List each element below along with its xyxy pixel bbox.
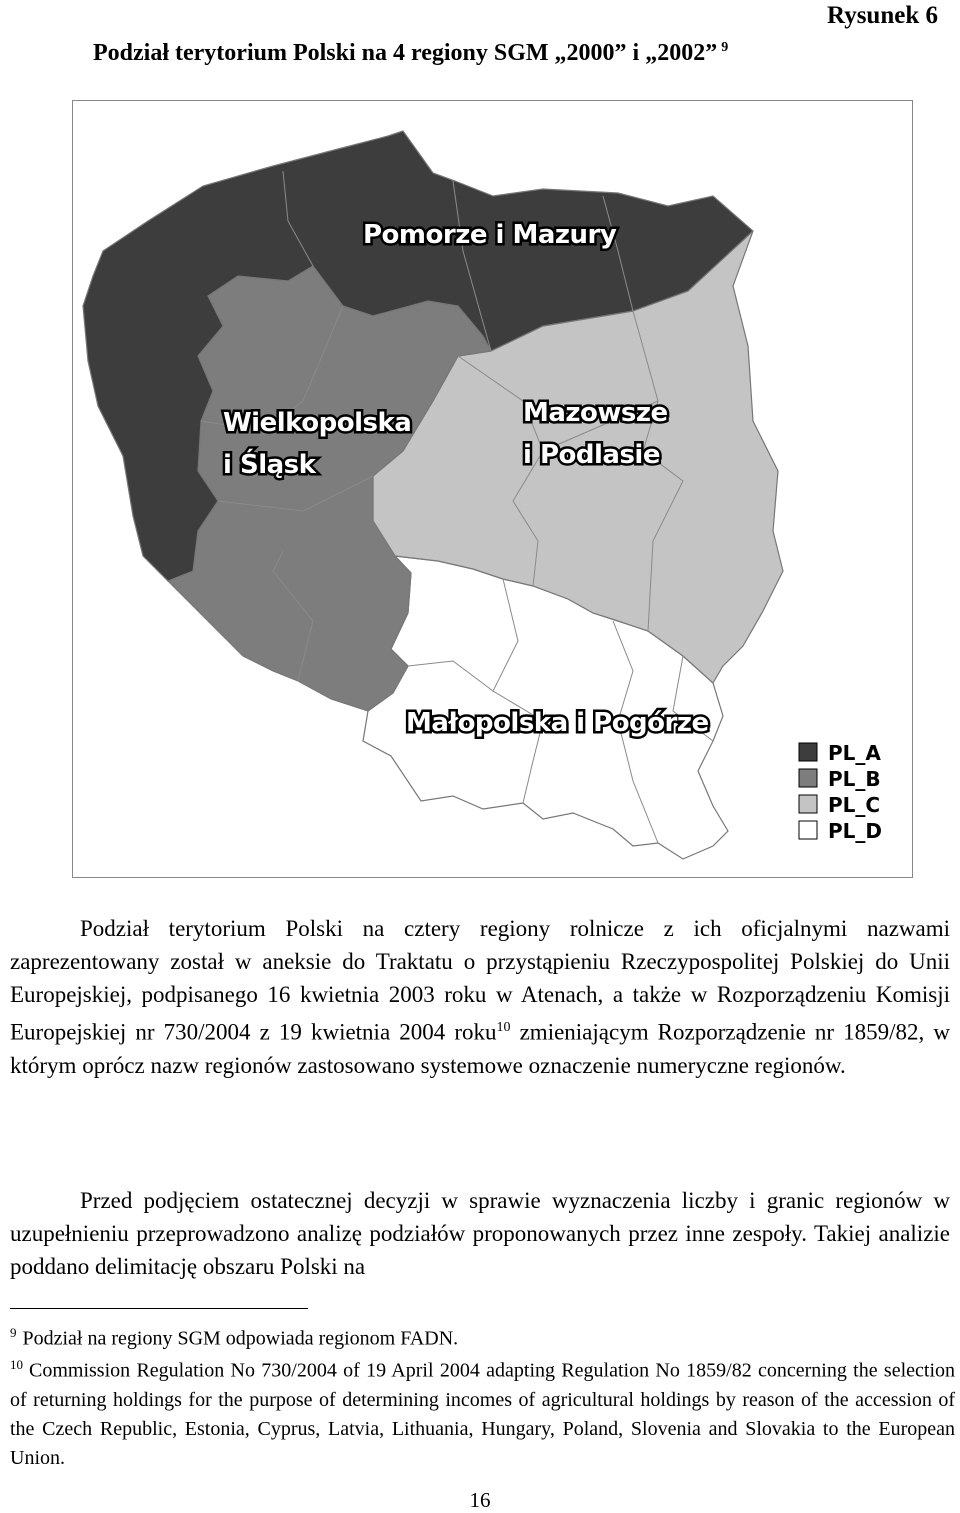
footnote-number: 10 — [10, 1357, 23, 1372]
figure-title: Podział terytorium Polski na 4 regiony SGM „2000” i „2002” $^9$ — [93, 40, 729, 66]
body-paragraph-2: Przed podjęciem ostatecznej decyzji w sprawie wyznaczenia liczby i granic regionów w uzupełnieniu przeprowadzono analizę podziałów proponowanych przez inne zespoły. Takiej analizie poddano delimitację obszaru Polski na — [10, 1188, 950, 1279]
legend-swatch-pl-b — [799, 769, 817, 787]
page-number: 16 — [469, 1488, 491, 1512]
label-malopolska-i-pogorze: Małopolska i Pogórze — [406, 708, 709, 738]
footnote-10 — [10, 1350, 955, 1473]
legend-label-pl-c: PL_C — [828, 793, 881, 817]
footnote-divider — [10, 1308, 308, 1309]
footnote-text: Podział na regiony SGM odpowiada regionom FADN. — [22, 1327, 459, 1350]
body-paragraph-1: Podział terytorium Polski na cztery regiony rolnicze z ich oficjalnymi nazwami zaprezentowany został w aneksie do Traktatu o przystąpieniu Rzeczypospolitej Polskiej do Unii Europejskiej, podpisanego 16 kwietnia 2003 roku w Atenach, a także w Rozporządzeniu Komisji Europejskiej nr 730/2004 z 19 kwietnia 2004 roku$^{10}$ zmieniającym Rozporządzenie nr 1859/82, w którym oprócz nazw regionów zastosowano systemowe oznaczenie numeryczne regionów. — [10, 916, 950, 1078]
footnote-number: 9 — [10, 1325, 17, 1340]
label-i-podlasie: i Podlasie — [523, 440, 660, 470]
footnote-text: Commission Regulation No 730/2004 of 19 April 2004 adapting Regulation No 1859/82 concerning the selection of returning holdings for the purpose of determining incomes of agricultural holdings by reason of the accession of the Czech Republic, Estonia, Cyprus, Latvia, Lithuania, Hungary, Poland, Slovenia and Slovakia to the European Union. — [10, 1359, 955, 1469]
legend-label-pl-a: PL_A — [828, 741, 881, 765]
label-wielkopolska: Wielkopolska — [223, 408, 412, 438]
label-i-slask: i Śląsk — [223, 450, 316, 480]
footnote-ref-9: 9 — [721, 40, 729, 55]
map-legend — [799, 741, 882, 843]
label-pomorze-i-mazury: Pomorze i Mazury — [363, 220, 617, 250]
legend-swatch-pl-c — [799, 795, 817, 813]
figure-label: Rysunek 6 — [827, 2, 938, 29]
map-figure — [72, 100, 913, 878]
legend-swatch-pl-d — [799, 821, 817, 839]
label-mazowsze: Mazowsze — [523, 398, 668, 428]
footnote-9 — [10, 1318, 955, 1354]
legend-label-pl-b: PL_B — [828, 767, 881, 791]
legend-label-pl-d: PL_D — [828, 819, 883, 843]
footnote-ref-10: 10 — [496, 1020, 511, 1035]
legend-swatch-pl-a — [799, 743, 817, 761]
poland-region-map — [73, 101, 914, 879]
